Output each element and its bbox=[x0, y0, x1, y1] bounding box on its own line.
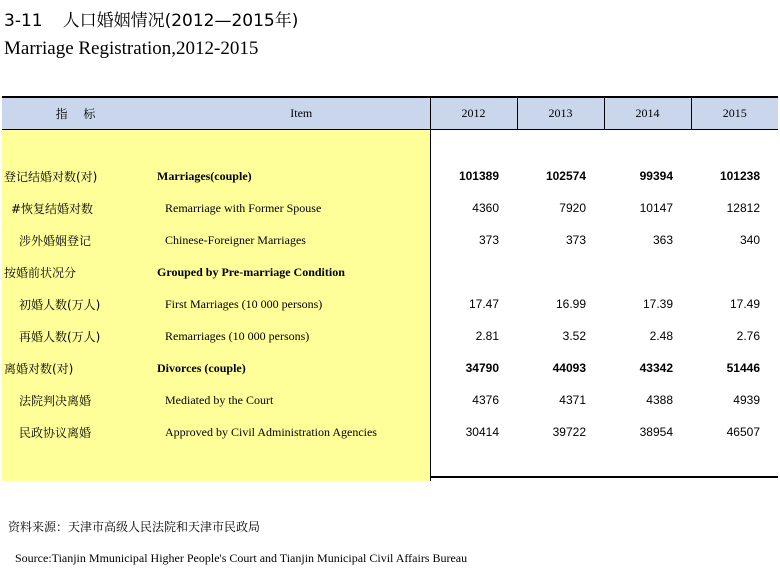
cell-2014 bbox=[604, 256, 691, 288]
table-row-remarriages bbox=[2, 320, 778, 352]
table-row-first-marriages bbox=[2, 288, 778, 320]
cell-2013: 7920 bbox=[559, 201, 586, 215]
row-label-en: Remarriage with Former Spouse bbox=[155, 192, 430, 224]
row-label-en: Chinese-Foreigner Marriages bbox=[155, 224, 430, 256]
row-label-en: First Marriages (10 000 persons) bbox=[155, 288, 430, 320]
cell-2012: 101389 bbox=[430, 160, 517, 192]
cell-2012: 30414 bbox=[430, 416, 517, 448]
spacer-row bbox=[2, 130, 778, 161]
cell-2013: 39722 bbox=[552, 425, 586, 439]
cell-2015: 340 bbox=[739, 233, 760, 247]
title-cn-text: 人口婚姻情况(2012—2015年) bbox=[62, 11, 299, 31]
table-title-en: Marriage Registration,2012-2015 bbox=[4, 38, 259, 59]
row-label-en: Mediated by the Court bbox=[155, 384, 430, 416]
table-number: 3-11 bbox=[4, 11, 43, 31]
row-label-cn: 法院判决离婚 bbox=[2, 384, 155, 416]
cell-2013: 16.99 bbox=[555, 297, 586, 311]
row-label-cn: 涉外婚姻登记 bbox=[2, 224, 155, 256]
cell-2015: 17.49 bbox=[729, 297, 760, 311]
cell-2012: 4376 bbox=[430, 384, 517, 416]
row-label-cn: 初婚人数(万人) bbox=[2, 288, 155, 320]
header-row bbox=[2, 98, 778, 130]
cell-2012: 17.47 bbox=[430, 288, 517, 320]
filler-row bbox=[2, 448, 778, 481]
cell-2012: 373 bbox=[430, 224, 517, 256]
source-note-en: Source:Tianjin Mmunicipal Higher People's Court and Tianjin Municipal Civil Affairs Bureau bbox=[15, 551, 468, 565]
row-label-en: Grouped by Pre-marriage Condition bbox=[155, 256, 430, 288]
header-item: Item bbox=[155, 98, 430, 130]
cell-2014: 2.48 bbox=[649, 329, 673, 343]
header-year-2015: 2015 bbox=[691, 98, 778, 130]
table-row-pre-marriage-condition bbox=[2, 256, 778, 288]
cell-2012 bbox=[430, 256, 517, 288]
header-year-2012: 2012 bbox=[430, 98, 517, 130]
cell-2015: 2.76 bbox=[736, 329, 760, 343]
cell-2013 bbox=[517, 256, 604, 288]
cell-2015: 51446 bbox=[726, 361, 760, 375]
row-label-cn: 按婚前状况分 bbox=[2, 256, 155, 288]
table-row-remarriage-former-spouse bbox=[2, 192, 778, 224]
cell-2015: 46507 bbox=[726, 425, 760, 439]
header-year-2014: 2014 bbox=[604, 98, 691, 130]
table-row-divorces bbox=[2, 352, 778, 384]
cell-2013: 4371 bbox=[559, 393, 586, 407]
header-indicator: 指 标 bbox=[2, 98, 155, 130]
cell-2012: 4360 bbox=[430, 192, 517, 224]
table-row-foreign-marriages bbox=[2, 224, 778, 256]
cell-2012: 2.81 bbox=[430, 320, 517, 352]
row-label-cn: 登记结婚对数(对) bbox=[2, 160, 155, 192]
cell-2013: 373 bbox=[565, 233, 586, 247]
cell-2014: 363 bbox=[652, 233, 673, 247]
row-label-en: Marriages(couple) bbox=[155, 160, 430, 192]
cell-2014: 99394 bbox=[639, 169, 673, 183]
cell-2015: 12812 bbox=[726, 201, 760, 215]
table-row-civil-divorces bbox=[2, 416, 778, 448]
row-label-cn: 再婚人数(万人) bbox=[2, 320, 155, 352]
cell-2014: 4388 bbox=[646, 393, 673, 407]
row-label-cn: 离婚对数(对) bbox=[2, 352, 155, 384]
cell-2014: 17.39 bbox=[642, 297, 673, 311]
statistics-table bbox=[2, 96, 778, 478]
row-label-cn: #恢复结婚对数 bbox=[2, 192, 155, 224]
cell-2014: 38954 bbox=[639, 425, 673, 439]
cell-2013: 44093 bbox=[552, 361, 586, 375]
cell-2012: 34790 bbox=[430, 352, 517, 384]
marriage-table bbox=[2, 98, 778, 481]
header-year-2013: 2013 bbox=[517, 98, 604, 130]
table-title-cn bbox=[4, 6, 298, 31]
cell-2014: 43342 bbox=[639, 361, 673, 375]
row-label-cn: 民政协议离婚 bbox=[2, 416, 155, 448]
cell-2015: 101238 bbox=[719, 169, 760, 183]
source-note-cn: 资料来源：天津市高级人民法院和天津市民政局 bbox=[8, 520, 261, 534]
cell-2015 bbox=[691, 256, 778, 288]
row-label-en: Divorces (couple) bbox=[155, 352, 430, 384]
row-label-en: Approved by Civil Administration Agencies bbox=[155, 416, 430, 448]
cell-2013: 3.52 bbox=[562, 329, 586, 343]
cell-2014: 10147 bbox=[639, 201, 673, 215]
cell-2013: 102574 bbox=[545, 169, 586, 183]
table-row-court-divorces bbox=[2, 384, 778, 416]
row-label-en: Remarriages (10 000 persons) bbox=[155, 320, 430, 352]
cell-2015: 4939 bbox=[733, 393, 760, 407]
table-row-marriages bbox=[2, 160, 778, 192]
